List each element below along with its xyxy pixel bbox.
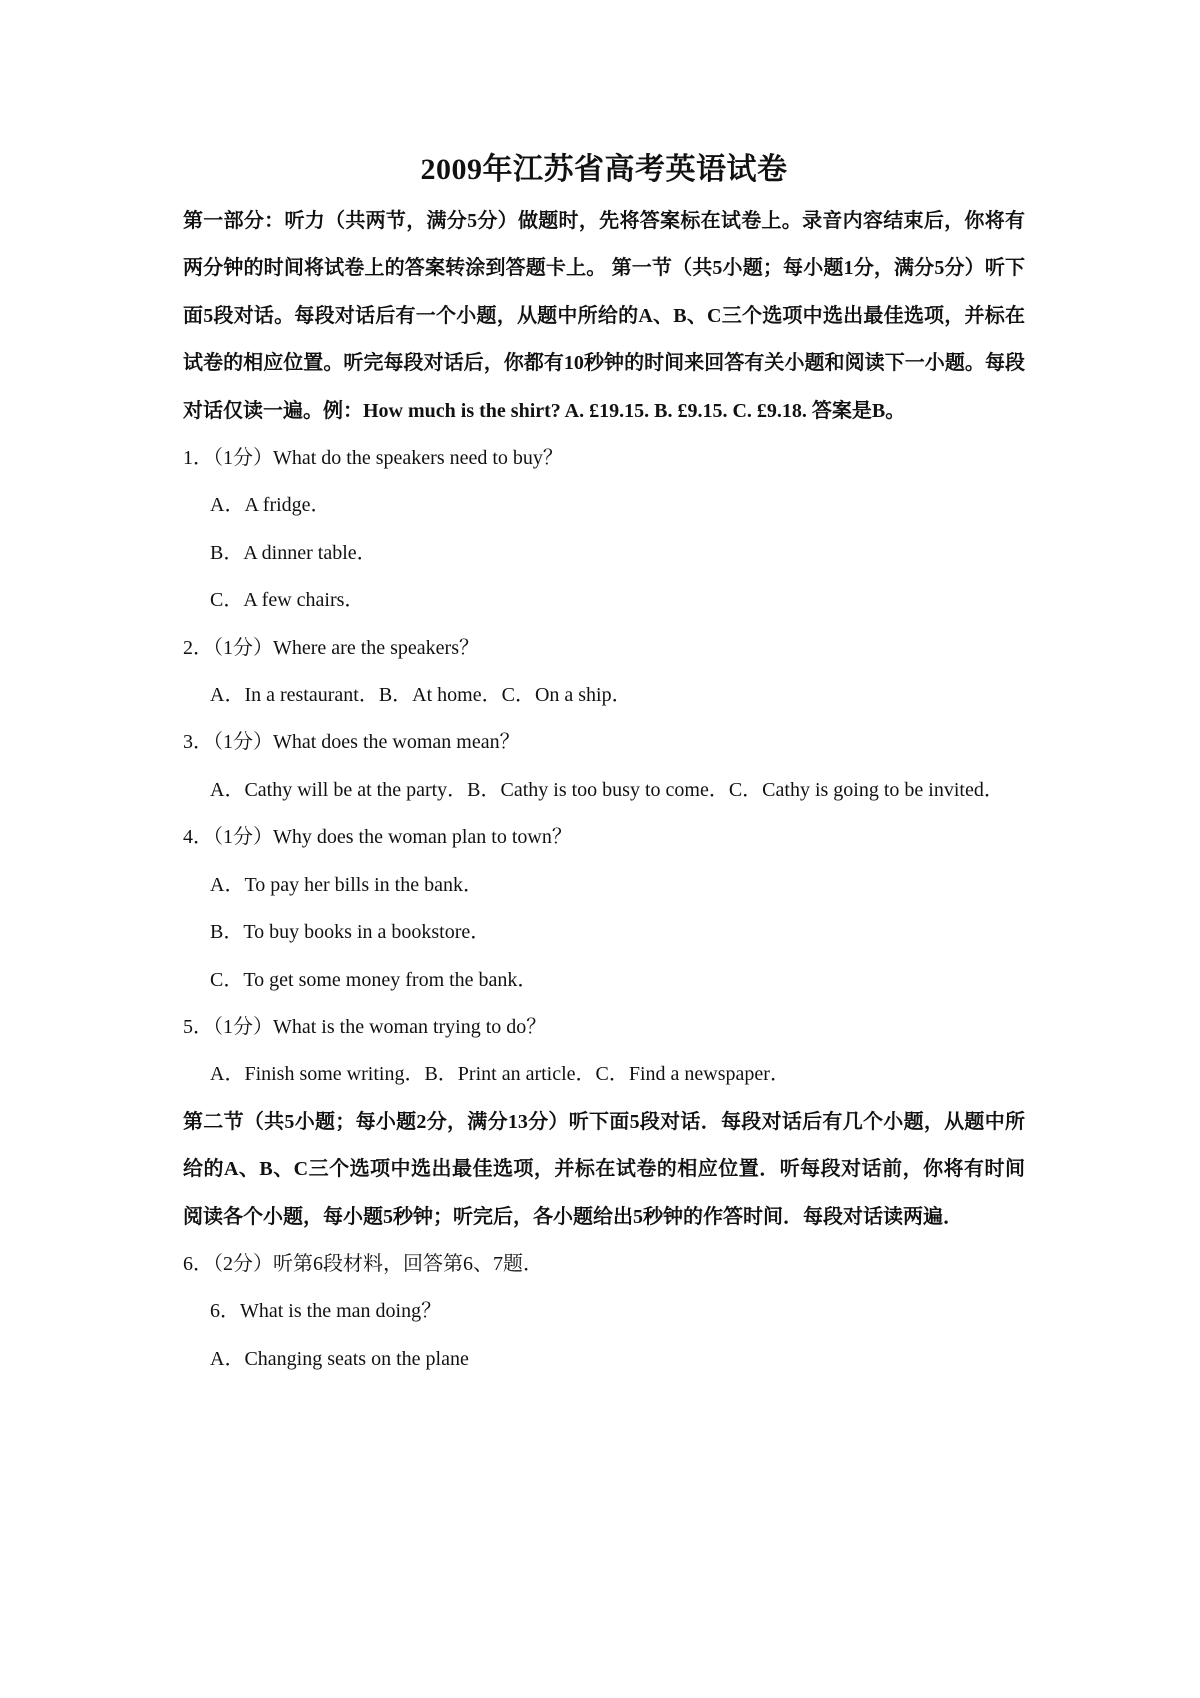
question-stem: 4．（1分）Why does the woman plan to town？ (183, 826, 572, 849)
option-b: B．A dinner table． (210, 541, 377, 564)
question-stem: 2．（1分）Where are the speakers？ (183, 636, 479, 659)
exam-page (183, 150, 1025, 1383)
part1-instructions: 第一部分：听力（共两节，满分5分）做题时，先将答案标在试卷上。录音内容结束后，你将有两分钟的时间将试卷上的答案转涂到答题卡上。 第一节（共5小题；每小题1分，满分5分）听下面5段对话。每段对话后有一个小题，从题中所给的A、B、C三个选项中选出最佳选项，并标在试卷的相应位置。听完每段对话后，你都有10秒钟的时间来回答有关小题和阅读下一小题。每段对话仅读一遍。例：How much is the shirt? A. £19.15. B. £9.15. C. £9.18. 答案是B。 (183, 210, 1025, 422)
sub-question-stem: 6．What is the man doing？ (210, 1300, 442, 1323)
options-inline: A．Finish some writing．B．Print an article．C．Find a newspaper． (210, 1063, 790, 1086)
section2-instructions: 第二节（共5小题；每小题2分，满分13分）听下面5段对话．每段对话后有几个小题，从题中所给的A、B、C三个选项中选出最佳选项，并标在试卷的相应位置．听每段对话前，你将有时间阅读各个小题，每小题5秒钟；听完后，各小题给出5秒钟的作答时间．每段对话读两遍． (183, 1110, 1025, 1228)
question-stem: 3．（1分）What does the woman mean？ (183, 731, 520, 754)
question-5 (183, 1004, 1025, 1099)
options-inline: A．Cathy will be at the party．B．Cathy is too busy to come．C．Cathy is going to be invited． (210, 778, 1004, 801)
question-2 (183, 625, 1025, 720)
question-4 (183, 814, 1025, 1004)
question-3 (183, 719, 1025, 814)
option-c: C．A few chairs． (210, 589, 365, 612)
option-a: A．A fridge． (210, 494, 331, 517)
option-a: A．Changing seats on the plane (210, 1347, 469, 1370)
question-stem: 5．（1分）What is the woman trying to do？ (183, 1015, 547, 1038)
question-stem: 6．（2分）听第6段材料，回答第6、7题． (183, 1252, 543, 1275)
question-1 (183, 435, 1025, 625)
option-b: B．To buy books in a bookstore． (210, 921, 491, 944)
question-stem: 1．（1分）What do the speakers need to buy？ (183, 447, 563, 470)
exam-title: 2009年江苏省高考英语试卷 (420, 153, 788, 186)
option-c: C．To get some money from the bank． (210, 968, 538, 991)
option-a: A．To pay her bills in the bank． (210, 873, 483, 896)
question-6 (183, 1241, 1025, 1383)
options-inline: A．In a restaurant．B．At home．C．On a ship． (210, 684, 632, 707)
